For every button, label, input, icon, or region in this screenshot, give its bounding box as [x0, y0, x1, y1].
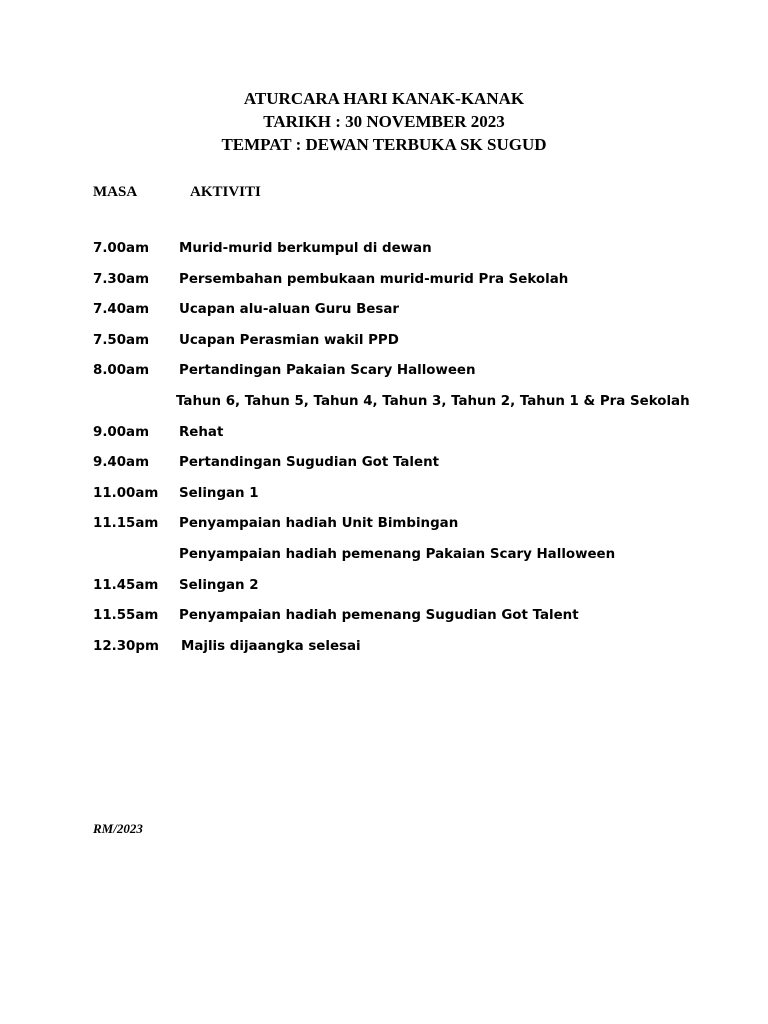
- schedule-row: [93, 636, 733, 658]
- schedule-time: 7.40am: [93, 302, 150, 318]
- schedule-activity: Penyampaian hadiah pemenang Pakaian Scary Halloween: [179, 547, 616, 562]
- schedule-activity: Pertandingan Pakaian Scary Halloween: [179, 363, 476, 379]
- schedule-row: [93, 422, 733, 444]
- schedule-row: [93, 483, 733, 505]
- schedule-activity: Penyampaian hadiah pemenang Sugudian Got Talent: [179, 608, 579, 624]
- schedule-time: 9.40am: [93, 455, 150, 471]
- document-venue: TEMPAT : DEWAN TERBUKA SK SUGUD: [221, 135, 547, 154]
- schedule-activity: Selingan 1: [179, 485, 259, 501]
- schedule-activity: Pertandingan Sugudian Got Talent: [179, 455, 439, 471]
- column-header-activity: AKTIVITI: [190, 184, 261, 200]
- schedule-time: 11.15am: [93, 516, 159, 532]
- schedule-time: 7.00am: [93, 241, 150, 256]
- schedule-activity: Majlis dijaangka selesai: [181, 638, 361, 654]
- document-title: ATURCARA HARI KANAK-KANAK: [243, 89, 525, 108]
- schedule-row: [93, 391, 733, 413]
- schedule-activity: Murid-murid berkumpul di dewan: [179, 241, 432, 256]
- schedule-row: [93, 513, 733, 535]
- schedule-time: 7.50am: [93, 332, 150, 348]
- schedule-row: [93, 452, 733, 474]
- schedule-time: 7.30am: [93, 271, 150, 287]
- schedule-activity: Penyampaian hadiah Unit Bimbingan: [179, 516, 459, 532]
- schedule-activity: Ucapan alu-aluan Guru Besar: [179, 302, 399, 318]
- schedule-activity: Rehat: [179, 424, 224, 440]
- schedule-activity: Persembahan pembukaan murid-murid Pra Sekolah: [179, 271, 569, 287]
- schedule-row: [93, 544, 733, 566]
- schedule-activity: Tahun 6, Tahun 5, Tahun 4, Tahun 3, Tahun 2, Tahun 1 & Pra Sekolah: [176, 394, 690, 409]
- schedule-time: 12.30pm: [93, 638, 159, 654]
- schedule-row: [93, 360, 733, 382]
- schedule-time: 11.45am: [93, 577, 159, 593]
- schedule-time: 9.00am: [93, 424, 150, 440]
- schedule-time: 11.00am: [93, 485, 159, 501]
- column-header-time: MASA: [93, 184, 138, 200]
- document-reference: RM/2023: [93, 821, 143, 836]
- schedule-row: [93, 299, 733, 321]
- schedule-row: [93, 575, 733, 597]
- schedule-row: [93, 330, 733, 352]
- schedule-activity: Selingan 2: [179, 577, 259, 593]
- schedule-time: 11.55am: [93, 608, 159, 624]
- document-date: TARIKH : 30 NOVEMBER 2023: [263, 112, 505, 131]
- schedule-activity: Ucapan Perasmian wakil PPD: [179, 332, 399, 348]
- schedule-time: 8.00am: [93, 363, 150, 379]
- schedule-row: [93, 238, 733, 260]
- schedule-row: [93, 269, 733, 291]
- schedule-row: [93, 605, 733, 627]
